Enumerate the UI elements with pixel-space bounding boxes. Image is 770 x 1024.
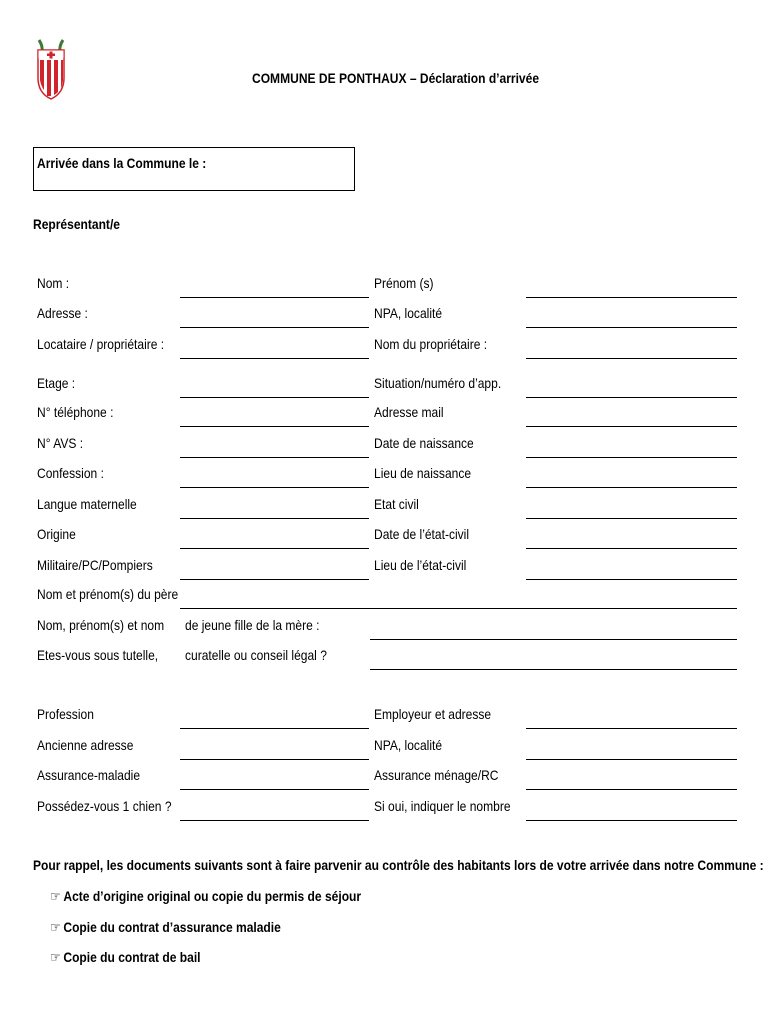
reminder-item <box>50 888 361 905</box>
field-input-prenom-s[interactable] <box>526 297 737 298</box>
field-input-lieu-de-naissance[interactable] <box>526 487 737 488</box>
reminder-item-text: Acte d’origine original ou copie du permis de séjour <box>63 888 362 904</box>
field-label-lieu-de-naissance: Lieu de naissance <box>374 465 472 481</box>
field-input-n-avs[interactable] <box>180 457 369 458</box>
pointing-hand-icon: ☞ <box>50 950 61 966</box>
field-label-locataire-proprietaire: Locataire / propriétaire : <box>37 336 165 352</box>
field-label-nom-du-proprietaire: Nom du propriétaire : <box>374 336 488 352</box>
field-input-origine[interactable] <box>180 548 369 549</box>
mother-name-label: Nom, prénom(s) et nom <box>37 617 165 633</box>
field-input-assurance-menage-rc[interactable] <box>526 789 737 790</box>
commune-crest-logo <box>37 38 65 100</box>
field-input-nom[interactable] <box>180 297 369 298</box>
field-label-etat-civil: Etat civil <box>374 496 419 512</box>
field-label-date-de-naissance: Date de naissance <box>374 435 474 451</box>
field-input-possedez-vous-1-chien[interactable] <box>180 820 369 821</box>
field-input-confession[interactable] <box>180 487 369 488</box>
guardianship-field[interactable] <box>370 669 737 670</box>
page-title: COMMUNE DE PONTHAUX – Déclaration d’arrivée <box>252 70 540 86</box>
field-label-situation-numero-d-app: Situation/numéro d’app. <box>374 375 502 391</box>
pointing-hand-icon: ☞ <box>50 889 61 905</box>
field-input-militaire-pc-pompiers[interactable] <box>180 579 369 580</box>
field-input-date-de-l-etat-civil[interactable] <box>526 548 737 549</box>
reminder-text: Pour rappel, les documents suivants sont à faire parvenir au contrôle des habitants lors de votre arrivée dans notre Commune : <box>33 857 764 873</box>
field-label-assurance-menage-rc: Assurance ménage/RC <box>374 767 499 783</box>
field-label-assurance-maladie: Assurance-maladie <box>37 767 141 783</box>
field-input-lieu-de-l-etat-civil[interactable] <box>526 579 737 580</box>
field-label-ancienne-adresse: Ancienne adresse <box>37 737 134 753</box>
field-input-si-oui-indiquer-le-nombre[interactable] <box>526 820 737 821</box>
field-label-possedez-vous-1-chien: Possédez-vous 1 chien ? <box>37 798 172 814</box>
field-label-employeur-et-adresse: Employeur et adresse <box>374 706 492 722</box>
guardianship-label: Etes-vous sous tutelle, <box>37 647 159 663</box>
field-label-prenom-s: Prénom (s) <box>374 275 434 291</box>
field-input-etage[interactable] <box>180 397 369 398</box>
field-input-ancienne-adresse[interactable] <box>180 759 369 760</box>
field-label-adresse: Adresse : <box>37 305 88 321</box>
field-label-n-telephone: N° téléphone : <box>37 404 114 420</box>
arrival-date-label: Arrivée dans la Commune le : <box>37 155 207 171</box>
father-name-label: Nom et prénom(s) du père <box>37 586 179 602</box>
field-label-militaire-pc-pompiers: Militaire/PC/Pompiers <box>37 557 153 573</box>
field-label-lieu-de-l-etat-civil: Lieu de l’état-civil <box>374 557 467 573</box>
field-label-langue-maternelle: Langue maternelle <box>37 496 137 512</box>
field-input-situation-numero-d-app[interactable] <box>526 397 737 398</box>
field-label-confession: Confession : <box>37 465 104 481</box>
field-input-adresse[interactable] <box>180 327 369 328</box>
field-input-adresse-mail[interactable] <box>526 426 737 427</box>
field-input-nom-du-proprietaire[interactable] <box>526 358 737 359</box>
field-label-adresse-mail: Adresse mail <box>374 404 444 420</box>
field-input-etat-civil[interactable] <box>526 518 737 519</box>
mother-name-label-continued: de jeune fille de la mère : <box>185 617 320 633</box>
field-input-n-telephone[interactable] <box>180 426 369 427</box>
field-label-npa-localite: NPA, localité <box>374 305 443 321</box>
field-label-npa-localite: NPA, localité <box>374 737 443 753</box>
field-label-date-de-l-etat-civil: Date de l’état-civil <box>374 526 470 542</box>
father-name-field[interactable] <box>180 608 737 609</box>
reminder-item-text: Copie du contrat de bail <box>63 949 201 965</box>
mother-name-field[interactable] <box>370 639 737 640</box>
field-input-employeur-et-adresse[interactable] <box>526 728 737 729</box>
reminder-item <box>50 919 281 936</box>
field-input-locataire-proprietaire[interactable] <box>180 358 369 359</box>
guardianship-label-continued: curatelle ou conseil légal ? <box>185 647 327 663</box>
reminder-item <box>50 949 201 966</box>
field-input-npa-localite[interactable] <box>526 327 737 328</box>
field-label-nom: Nom : <box>37 275 70 291</box>
field-input-profession[interactable] <box>180 728 369 729</box>
pointing-hand-icon: ☞ <box>50 920 61 936</box>
section-heading-representative: Représentant/e <box>33 216 120 232</box>
field-input-langue-maternelle[interactable] <box>180 518 369 519</box>
field-label-profession: Profession <box>37 706 94 722</box>
field-label-etage: Etage : <box>37 375 76 391</box>
field-input-npa-localite[interactable] <box>526 759 737 760</box>
field-input-date-de-naissance[interactable] <box>526 457 737 458</box>
field-label-n-avs: N° AVS : <box>37 435 84 451</box>
reminder-item-text: Copie du contrat d’assurance maladie <box>63 919 281 935</box>
field-label-origine: Origine <box>37 526 76 542</box>
field-label-si-oui-indiquer-le-nombre: Si oui, indiquer le nombre <box>374 798 511 814</box>
field-input-assurance-maladie[interactable] <box>180 789 369 790</box>
